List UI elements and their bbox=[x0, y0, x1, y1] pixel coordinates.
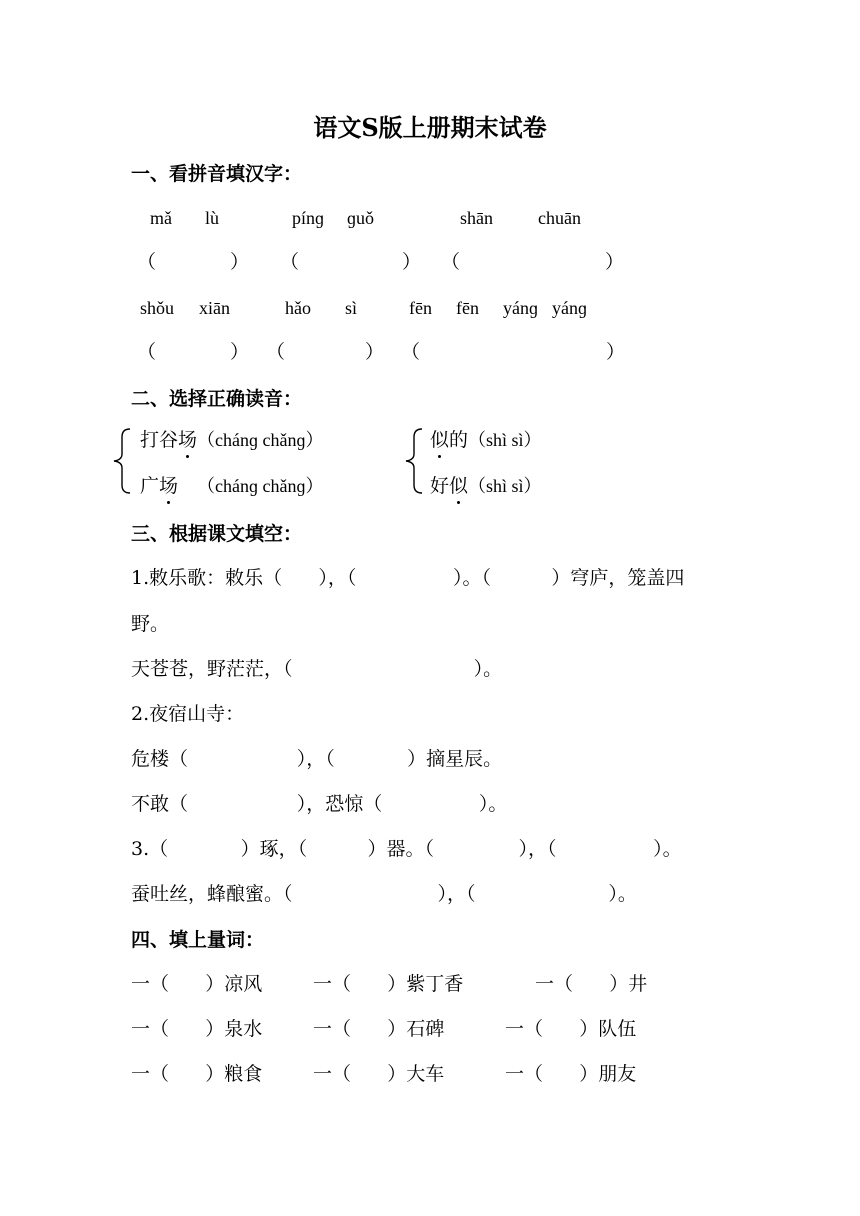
blank-close: ） bbox=[606, 341, 626, 363]
pinyin: mǎ bbox=[150, 208, 172, 228]
left-brace bbox=[110, 427, 134, 495]
measure-item: 一（ ）石碑 bbox=[313, 1018, 445, 1040]
measure-item: 一（ ）泉水 bbox=[131, 1018, 263, 1040]
blank-open: （ bbox=[137, 251, 157, 273]
choice-left-2: 广场 （chánɡ chǎnɡ） bbox=[140, 475, 324, 497]
blank-open: （ bbox=[266, 341, 286, 363]
fill-line: 2.夜宿山寺： bbox=[131, 703, 245, 725]
measure-item: 一（ ）队伍 bbox=[505, 1018, 637, 1040]
measure-item: 一（ ）粮食 bbox=[131, 1063, 263, 1085]
measure-item: 一（ ）紫丁香 bbox=[313, 973, 464, 995]
blank-close: ） bbox=[230, 341, 250, 363]
pinyin: pínɡ bbox=[292, 208, 325, 228]
fill-line: 野。 bbox=[131, 613, 170, 635]
pinyin: hǎo bbox=[285, 298, 311, 318]
right-brace bbox=[402, 427, 426, 495]
pinyin: lù bbox=[205, 208, 220, 228]
blank-open: （ bbox=[280, 251, 300, 273]
pinyin: shān bbox=[460, 208, 493, 228]
page-title: 语文S版上册期末试卷 bbox=[313, 113, 547, 142]
fill-line: 危楼（ ），（ ）摘星辰。 bbox=[131, 748, 503, 770]
blank-close: ） bbox=[230, 251, 250, 273]
blank-close: ） bbox=[605, 251, 625, 273]
pinyin: ɡuǒ bbox=[347, 208, 374, 228]
blank-open: （ bbox=[401, 341, 421, 363]
measure-item: 一（ ）井 bbox=[535, 973, 648, 995]
section4-heading: 四、填上量词： bbox=[131, 929, 265, 951]
section3-heading: 三、根据课文填空： bbox=[131, 523, 303, 545]
fill-line: 3.（ ）琢，（ ）器。（ ），（ ）。 bbox=[131, 838, 682, 860]
fill-line: 不敢（ ），恐惊（ ）。 bbox=[131, 793, 508, 815]
section2-heading: 二、选择正确读音： bbox=[131, 388, 303, 410]
pinyin: yánɡ bbox=[552, 298, 587, 318]
blank-close: ） bbox=[402, 251, 422, 273]
blank-open: （ bbox=[441, 251, 461, 273]
choice-right-2: 好似（shì sì） bbox=[430, 475, 542, 497]
pinyin: fēn bbox=[456, 298, 479, 318]
choice-left-1: 打谷场（chánɡ chǎnɡ） bbox=[140, 429, 324, 451]
fill-line: 1.敕乐歌：敕乐（ ），（ ）。（ ）穹庐，笼盖四 bbox=[131, 567, 685, 589]
measure-item: 一（ ）朋友 bbox=[505, 1063, 637, 1085]
pinyin: fēn bbox=[409, 298, 432, 318]
pinyin: sì bbox=[345, 298, 358, 318]
pinyin: chuān bbox=[538, 208, 581, 228]
fill-line: 天苍苍，野茫茫，（ ）。 bbox=[131, 658, 503, 680]
blank-open: （ bbox=[137, 341, 157, 363]
fill-line: 蚕吐丝，蜂酿蜜。（ ），（ ）。 bbox=[131, 883, 637, 905]
measure-item: 一（ ）大车 bbox=[313, 1063, 445, 1085]
pinyin: shǒu bbox=[140, 298, 175, 318]
blank-close: ） bbox=[365, 341, 385, 363]
pinyin: yánɡ bbox=[503, 298, 538, 318]
measure-item: 一（ ）凉风 bbox=[131, 973, 263, 995]
choice-right-1: 似的（shì sì） bbox=[430, 429, 542, 451]
section1-heading: 一、看拼音填汉字： bbox=[131, 163, 303, 185]
pinyin: xiān bbox=[199, 298, 230, 318]
